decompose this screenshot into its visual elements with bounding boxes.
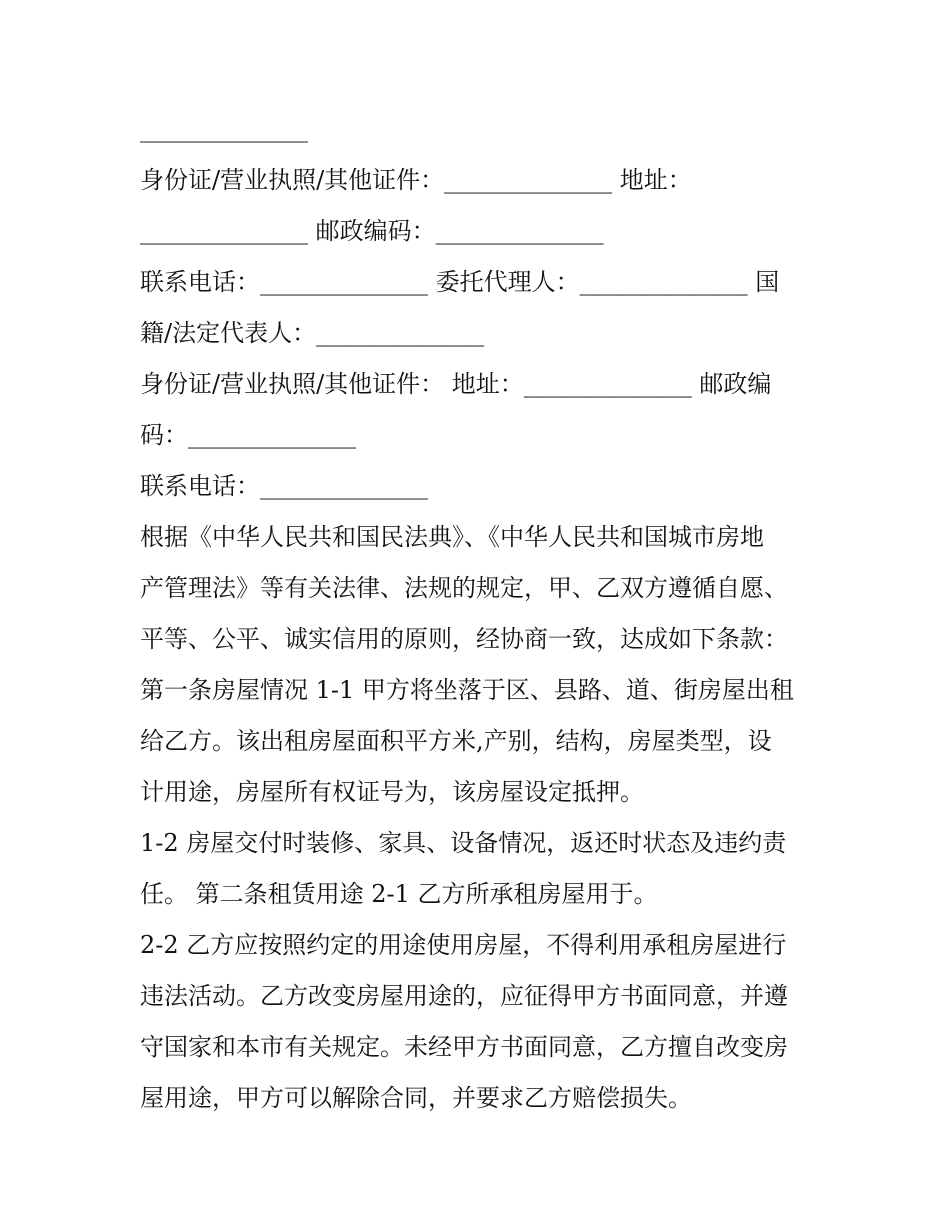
text-line: 2-2 乙方应按照约定的用途使用房屋，不得利用承租房屋进行 — [140, 931, 787, 959]
text-line: 码：______________ — [140, 421, 356, 449]
document-body — [140, 104, 820, 1124]
text-line: 籍/法定代表人：______________ — [140, 319, 485, 347]
text-line: 违法活动。乙方改变房屋用途的，应征得甲方书面同意，并遵 — [140, 982, 788, 1010]
text-line: 平等、公平、诚实信用的原则，经协商一致，达成如下条款： — [140, 625, 788, 653]
text-line: 联系电话：______________ — [140, 472, 428, 500]
blank-line: ______________ — [140, 115, 308, 143]
text-line: 根据《中华人民共和国民法典》、《中华人民共和国城市房地 — [140, 523, 764, 551]
text-line: 给乙方。该出租房屋面积平方米,产别，结构，房屋类型，设 — [140, 727, 772, 755]
text-line: 屋用途，甲方可以解除合同，并要求乙方赔偿损失。 — [140, 1084, 692, 1112]
text-line: 第一条房屋情况 1-1 甲方将坐落于区、县路、道、街房屋出租 — [140, 676, 794, 704]
text-line: 产管理法》等有关法律、法规的规定，甲、乙双方遵循自愿、 — [140, 574, 788, 602]
text-line: 身份证/营业执照/其他证件：______________ 地址： — [140, 166, 692, 194]
text-line: 联系电话：______________ 委托代理人：______________ 国 — [140, 268, 780, 296]
text-line: 计用途，房屋所有权证号为，该房屋设定抵押。 — [140, 778, 644, 806]
text-line: 守国家和本市有关规定。未经甲方书面同意，乙方擅自改变房 — [140, 1033, 788, 1061]
text-line: 1-2 房屋交付时装修、家具、设备情况，返还时状态及违约责 — [140, 829, 787, 857]
text-line: 任。 第二条租赁用途 2-1 乙方所承租房屋用于。 — [140, 880, 658, 908]
text-line: ______________ 邮政编码：______________ — [140, 217, 604, 245]
text-line: 身份证/营业执照/其他证件： 地址：______________ 邮政编 — [140, 370, 772, 398]
